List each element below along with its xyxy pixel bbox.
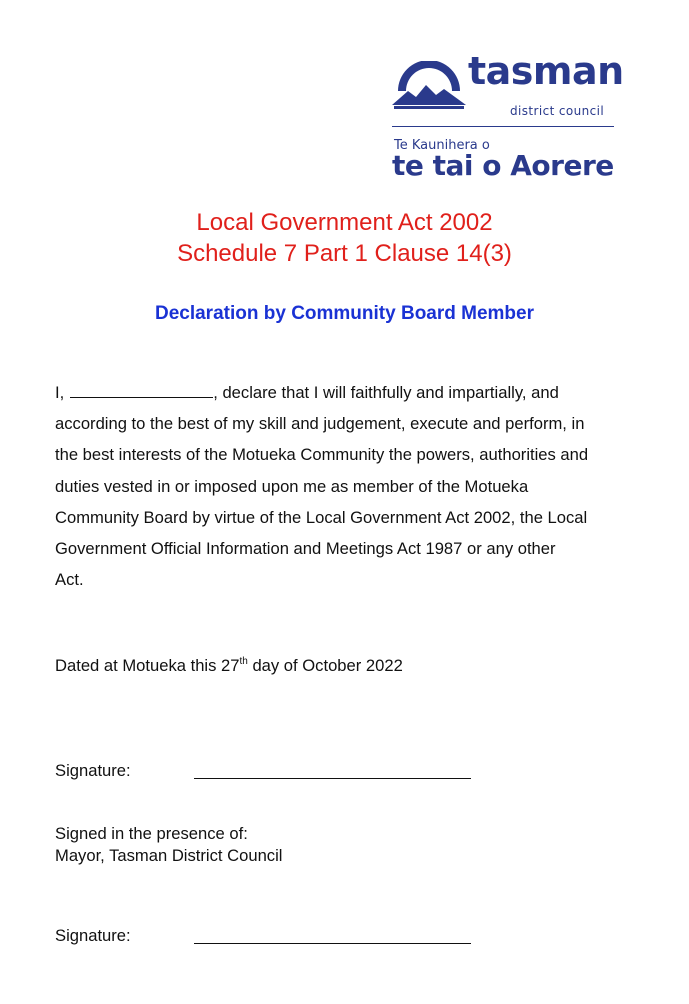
dated-prefix: Dated at Motueka this 27: [55, 656, 240, 675]
logo-divider: [392, 126, 614, 127]
name-blank-line[interactable]: [70, 396, 213, 398]
declaration-line: the best interests of the Motueka Community the powers, authorities and: [55, 445, 589, 465]
witness-signature-line[interactable]: [194, 943, 471, 944]
logo-wordmark: tasman: [468, 49, 624, 93]
act-title: Local Government Act 2002: [196, 209, 493, 236]
member-signature-line[interactable]: [194, 778, 471, 779]
declaration-line: duties vested in or imposed upon me as member of the Motueka: [55, 476, 529, 496]
logo-maori-subtitle: Te Kaunihera o: [394, 138, 490, 153]
dated-ordinal: th: [239, 656, 248, 667]
presence-label: Signed in the presence of:: [55, 824, 248, 843]
declaration-body: [55, 377, 645, 595]
witness-block: [55, 823, 282, 867]
declaration-heading: Declaration by Community Board Member: [154, 303, 535, 324]
declaration-line: according to the best of my skill and judgement, execute and perform, in: [55, 414, 585, 434]
declaration-line: Government Official Information and Meetings Act 1987 or any other: [55, 539, 556, 559]
declaration-line: [55, 377, 645, 408]
declaration-line-1-text: , declare that I will faithfully and impartially, and: [213, 383, 559, 402]
signature-label: Signature:: [55, 926, 131, 945]
tasman-district-council-logo: [392, 49, 624, 188]
logo-subline: district council: [510, 104, 605, 118]
logo-maori-title: te tai o Aorere: [392, 149, 614, 182]
declaration-line: Community Board by virtue of the Local Government Act 2002, the Local: [55, 507, 588, 527]
signature-label: Signature:: [55, 761, 131, 780]
dated-line: [55, 656, 403, 676]
act-clause: Schedule 7 Part 1 Clause 14(3): [177, 240, 512, 267]
name-prefix: I,: [55, 383, 65, 402]
dated-suffix: day of October 2022: [247, 656, 403, 675]
mountain-sun-logo-icon: [392, 61, 466, 109]
declaration-line: Act.: [55, 570, 84, 590]
witness-title: Mayor, Tasman District Council: [55, 846, 283, 865]
